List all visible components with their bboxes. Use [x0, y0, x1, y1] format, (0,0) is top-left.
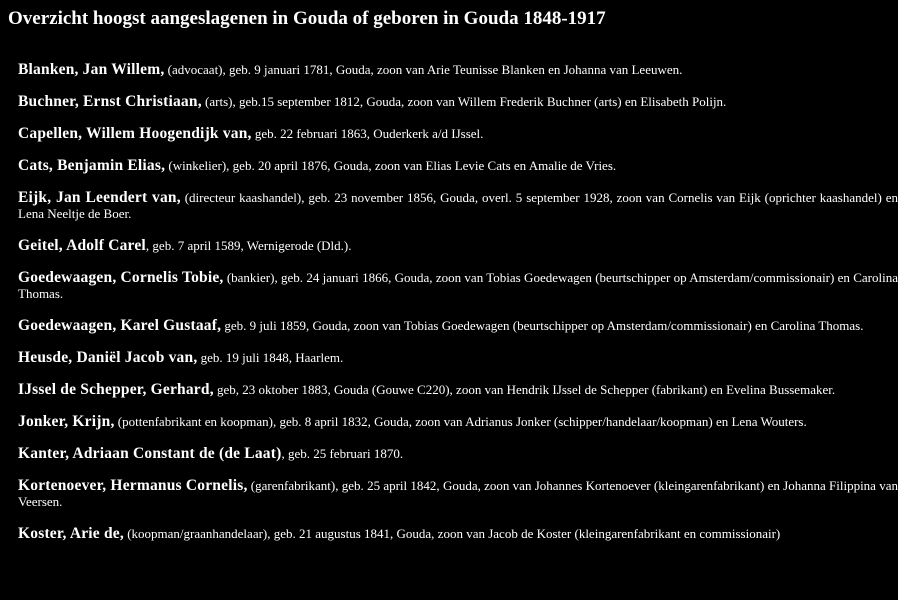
entry-details: (directeur kaashandel), geb. 23 november 1856, Gouda, overl. 5 september 1928, zoon van Cornelis van Eijk (oprichter kaashandel) en Lena Neeltje de Boer. [18, 190, 898, 221]
entry-name: Goedewaagen, Cornelis Tobie, [18, 269, 224, 286]
entry-name: Geitel, Adolf Carel [18, 237, 146, 254]
entry-name: Blanken, Jan Willem, [18, 61, 165, 78]
entry-details: , geb. 7 april 1589, Wernigerode (Dld.). [145, 238, 352, 253]
entry-name: IJssel de Schepper, Gerhard, [18, 381, 214, 398]
list-item [18, 62, 898, 78]
entry-details: (garenfabrikant), geb. 25 april 1842, Gouda, zoon van Johannes Kortenoever (kleingarenfabrikant) en Johanna Filippina van Veersen. [18, 478, 898, 509]
entry-details: geb. 19 juli 1848, Haarlem. [197, 350, 344, 365]
entry-name: Jonker, Krijn, [18, 413, 115, 430]
entry-details: (pottenfabrikant en koopman), geb. 8 april 1832, Gouda, zoon van Adrianus Jonker (schipper/handelaar/koopman) en Lena Wouters. [114, 414, 807, 429]
list-item [18, 526, 898, 542]
entry-details: (bankier), geb. 24 januari 1866, Gouda, zoon van Tobias Goedewagen (beurtschipper op Amsterdam/commissionair) en Carolina Thomas. [18, 270, 898, 301]
entry-name: Goedewaagen, Karel Gustaaf, [18, 317, 222, 334]
entry-name: Koster, Arie de, [18, 525, 124, 542]
entry-name: Kanter, Adriaan Constant de (de Laat) [18, 445, 282, 462]
list-item [18, 238, 898, 254]
page-title: Overzicht hoogst aangeslagenen in Gouda of geboren in Gouda 1848-1917 [8, 8, 606, 29]
list-item [18, 318, 898, 334]
entry-name: Heusde, Daniël Jacob van, [18, 349, 198, 366]
entry-name: Kortenoever, Hermanus Cornelis, [18, 477, 248, 494]
entry-name: Capellen, Willem Hoogendijk van, [18, 125, 252, 142]
entry-name: Buchner, Ernst Christiaan, [18, 93, 202, 110]
list-item [18, 478, 898, 510]
entry-details: (winkelier), geb. 20 april 1876, Gouda, zoon van Elias Levie Cats en Amalie de Vries. [165, 158, 617, 173]
entry-name: Cats, Benjamin Elias, [18, 157, 166, 174]
entry-name: Eijk, Jan Leendert van, [18, 189, 181, 206]
list-item [18, 446, 898, 462]
list-item [18, 126, 898, 142]
entry-details: geb. 22 februari 1863, Ouderkerk a/d IJssel. [251, 126, 484, 141]
entry-details: (koopman/graanhandelaar), geb. 21 augustus 1841, Gouda, zoon van Jacob de Koster (kleingarenfabrikant en commissionair) [123, 526, 781, 541]
entry-details: (advocaat), geb. 9 januari 1781, Gouda, zoon van Arie Teunisse Blanken en Johanna van Leeuwen. [164, 62, 683, 77]
list-item [18, 270, 898, 302]
entry-details: (arts), geb.15 september 1812, Gouda, zoon van Willem Frederik Buchner (arts) en Elisabeth Polijn. [201, 94, 727, 109]
list-item [18, 190, 898, 222]
entry-details: , geb. 25 februari 1870. [281, 446, 404, 461]
entry-details: geb, 23 oktober 1883, Gouda (Gouwe C220), zoon van Hendrik IJssel de Schepper (fabrikant) en Evelina Bussemaker. [213, 382, 836, 397]
list-item [18, 350, 898, 366]
list-item [18, 158, 898, 174]
entry-details: geb. 9 juli 1859, Gouda, zoon van Tobias Goedewagen (beurtschipper op Amsterdam/commissionair) en Carolina Thomas. [221, 318, 864, 333]
list-item [18, 382, 898, 398]
entry-list [18, 62, 898, 558]
list-item [18, 414, 898, 430]
list-item [18, 94, 898, 110]
